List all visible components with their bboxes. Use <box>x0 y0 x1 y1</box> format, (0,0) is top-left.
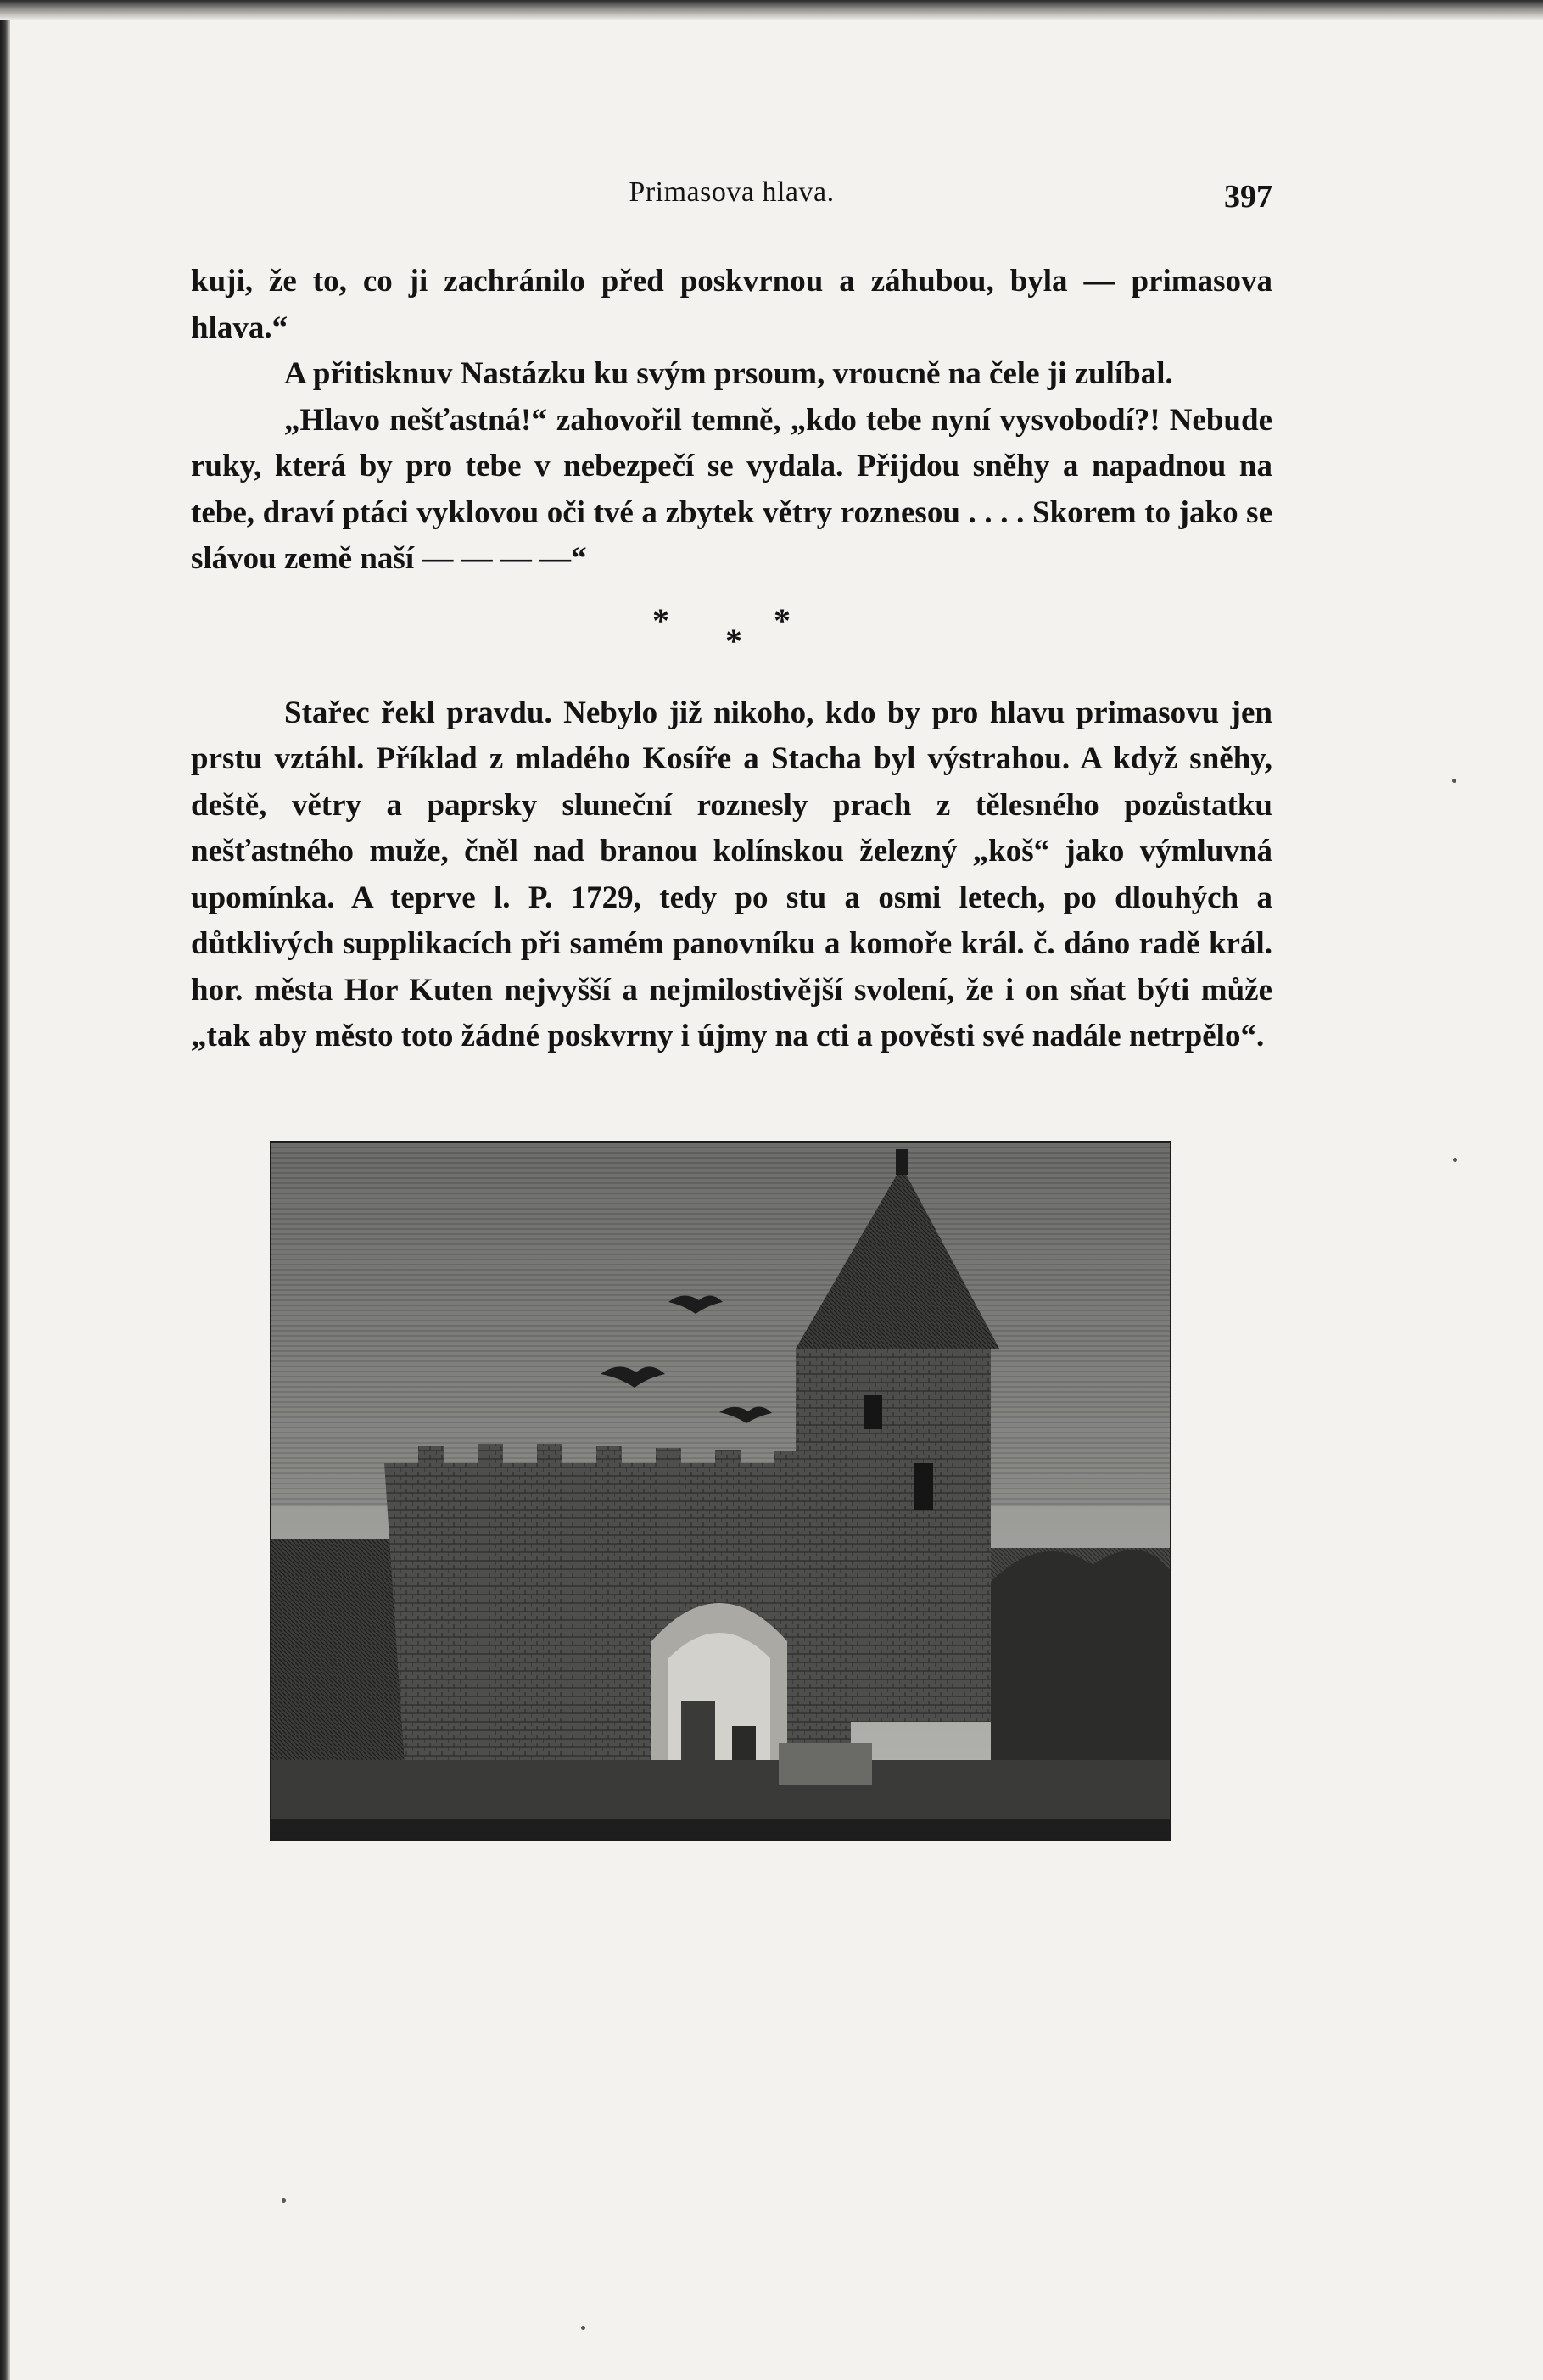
paragraph-2: A přitisknuv Nastázku ku svým prsoum, vroucně na čele ji zulíbal. <box>284 356 1173 391</box>
scan-speck <box>1453 1158 1457 1162</box>
paragraph-4: Stařec řekl pravdu. Nebylo již nikoho, kdo by pro hlavu primasovu jen prstu vztáhl. Příklad z mladého Kosíře a Stacha byl výstrahou. A když sněhy, deště, větry a paprsky sluneční roznesly prach z tělesného pozůstatku nešťastného muže, čněl nad branou kolínskou železný „koš“ jako výmluvná upomínka. A teprve l. P. 1729, tedy po stu a osmi letech, po dlouhých a důtklivých supplikacích při samém panovníku a komoře král. č. dáno radě král. hor. města Hor Kuten nejvyšší a nejmilostivější svolení, že i on sňat býti může „tak aby město toto žádné poskvrny i újmy na cti a pověsti své nadále netrpělo“. <box>191 695 1272 1053</box>
engraving-image <box>270 1141 1171 1841</box>
scan-speck <box>282 2198 286 2203</box>
gate-engraving-illustration <box>270 1141 1171 1841</box>
asterisk-3: * <box>774 601 791 640</box>
running-title: Primasova hlava. <box>629 176 835 208</box>
scan-edge-left <box>0 0 10 2380</box>
paragraph-3: „Hlavo nešťastná!“ zahovořil temně, „kdo tebe nyní vysvobodí?! Nebude ruky, která by pro tebe v nebezpečí se vydala. Přijdou sněhy a napadnou na tebe, draví ptáci vyklovou oči tvé a zbytek větry roznesou . . . . Skorem to jako se slávou země naší — — — —“ <box>191 402 1272 576</box>
section-break <box>191 583 1272 672</box>
scan-edge-top <box>0 0 1543 20</box>
page-header <box>191 176 1272 219</box>
scan-speck <box>581 2326 585 2330</box>
body-text <box>191 259 1272 1060</box>
page-number: 397 <box>1224 179 1272 215</box>
scan-speck <box>1452 779 1456 783</box>
asterisk-2: * <box>725 621 742 660</box>
paragraph-1: kuji, že to, co ji zachránilo před poskvrnou a záhubou, byla — primasova hlava.“ <box>191 264 1272 345</box>
asterisk-1: * <box>652 601 669 640</box>
